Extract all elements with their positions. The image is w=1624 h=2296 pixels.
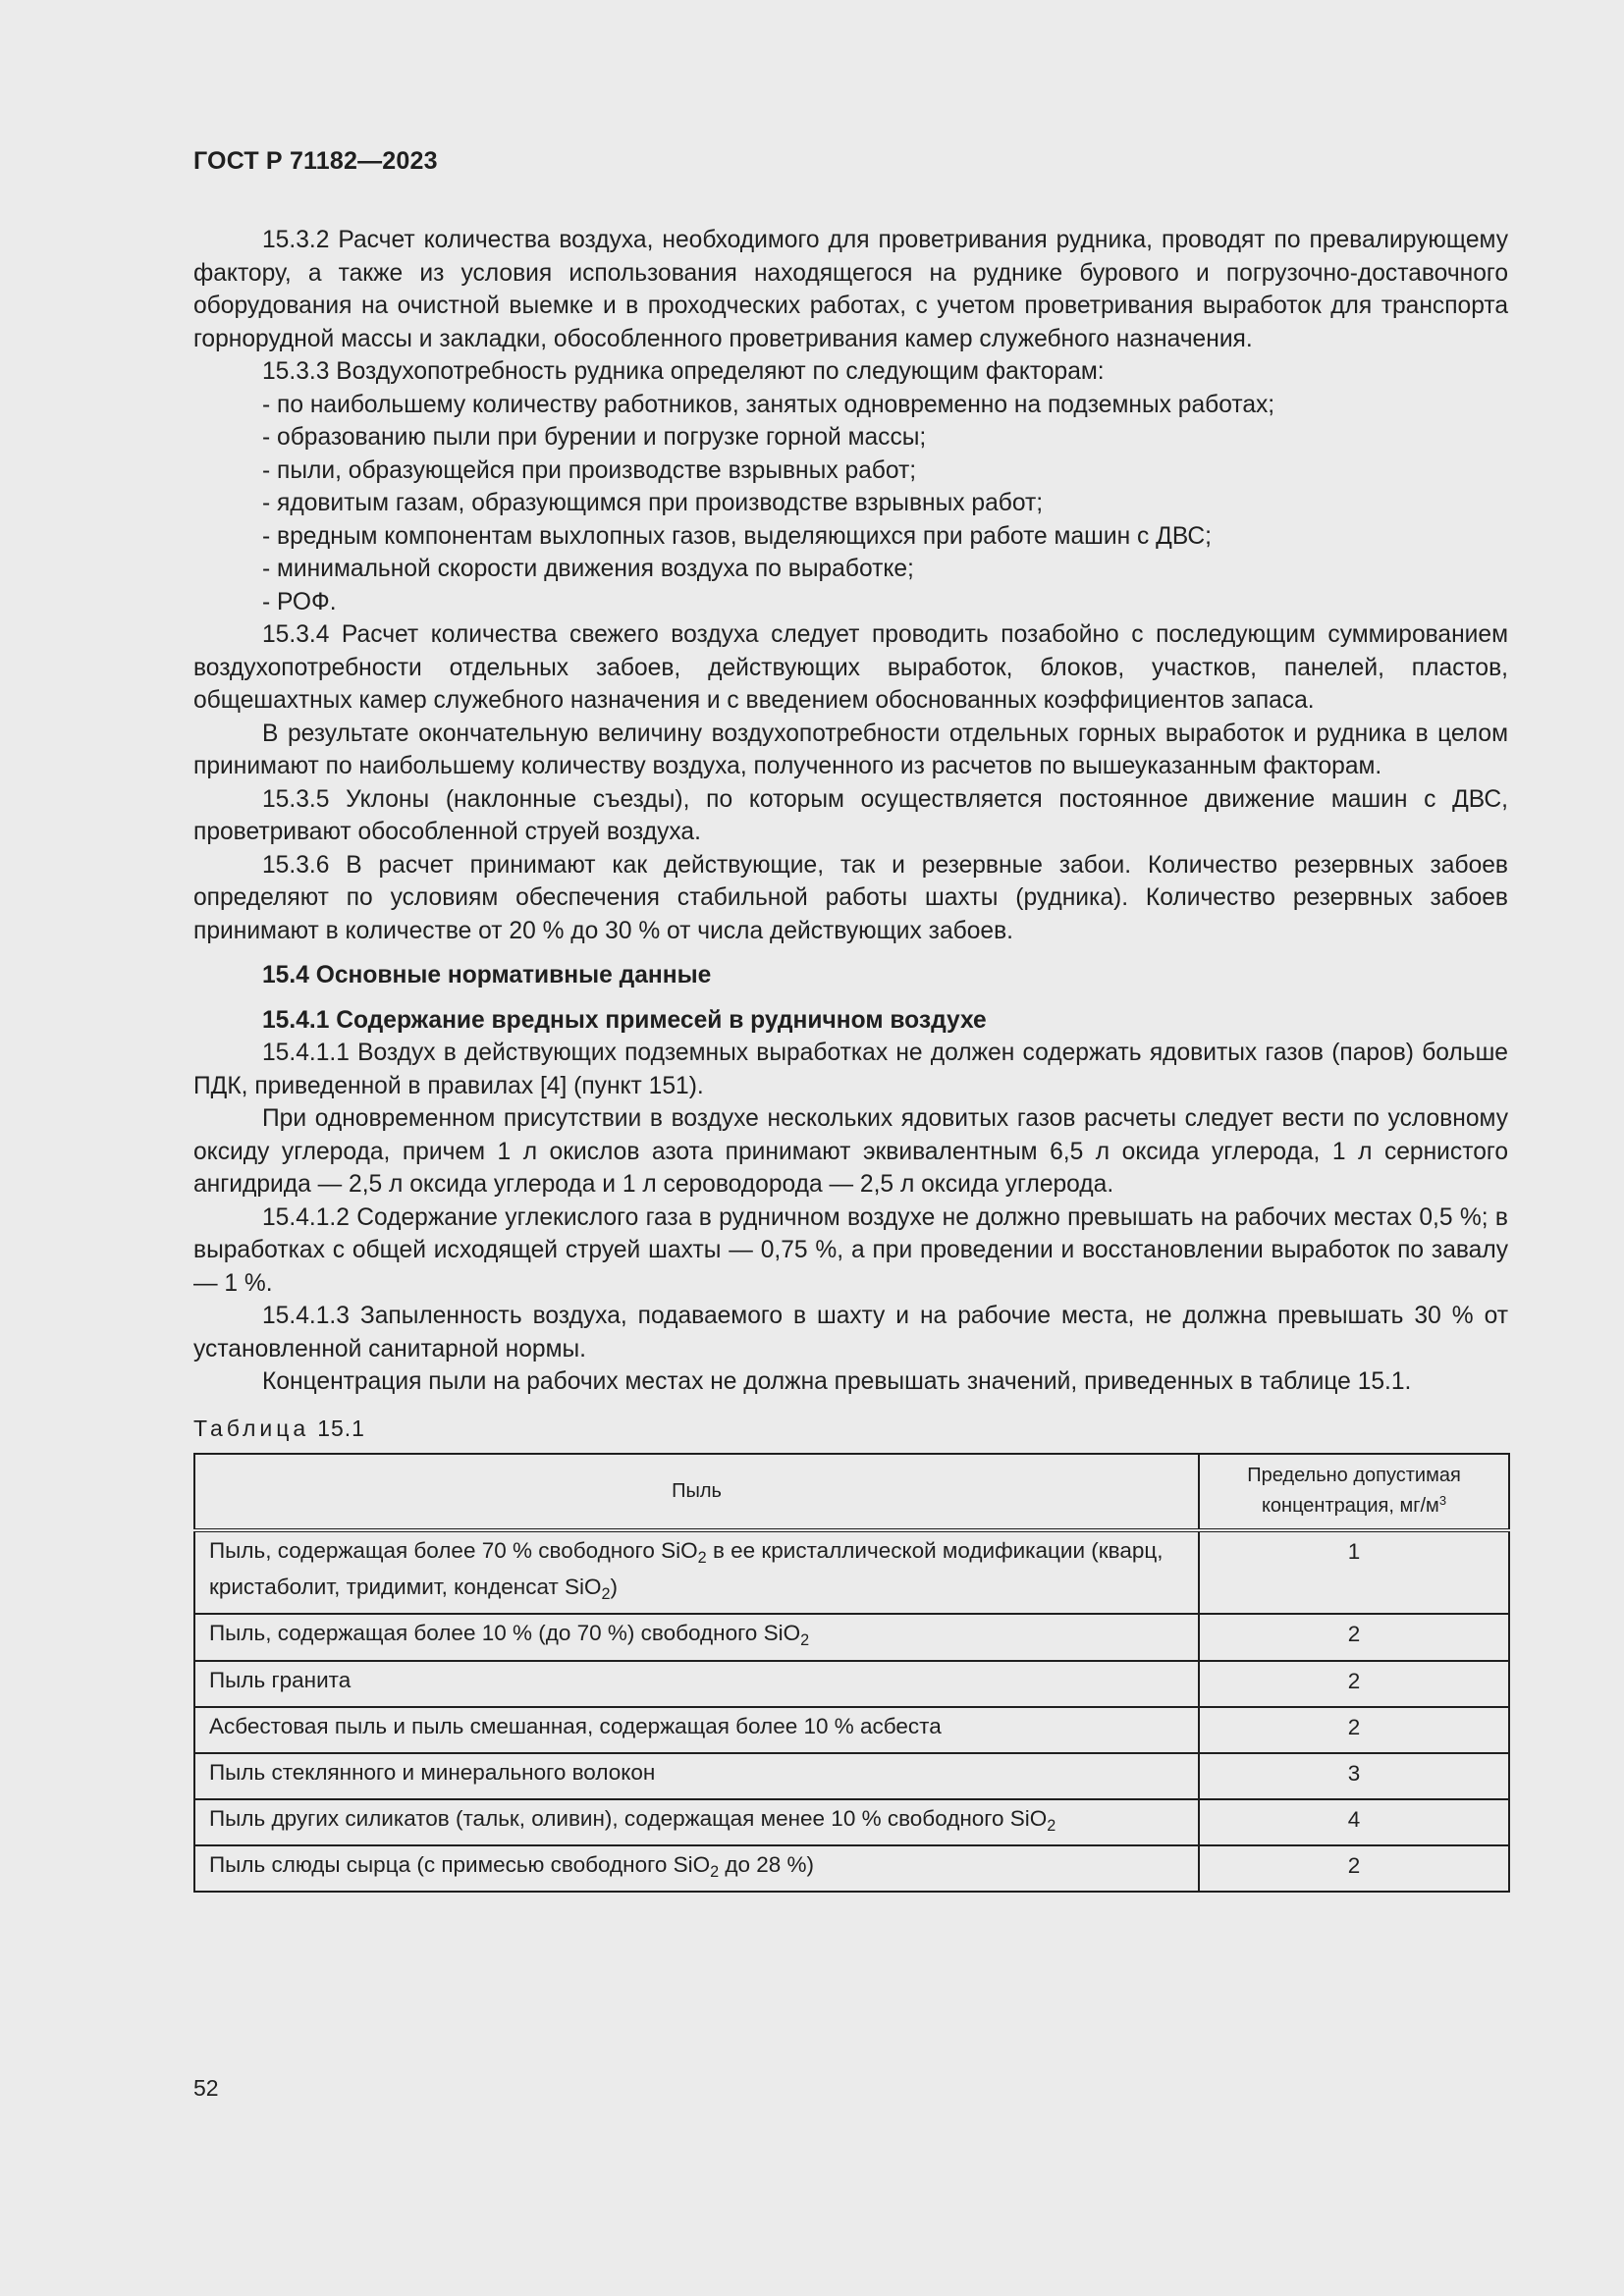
superscript: 3 <box>1438 1493 1447 1509</box>
table-cell-dust: Пыль других силикатов (тальк, оливин), содержащая менее 10 % свободного SiO$_2$ <box>194 1799 1199 1845</box>
table-cell-dust: Пыль, содержащая более 70 % свободного SiO$_2$ в ее кристаллической модификации (кварц, кристаболит, тридимит, конденсат SiO$_2$) <box>194 1530 1199 1614</box>
table-row <box>194 1753 1509 1799</box>
paragraph-concentration: Концентрация пыли на рабочих местах не должна превышать значений, приведенных в таблице 15.1. <box>262 1368 1412 1395</box>
body-text <box>193 224 1508 1893</box>
paragraph-simultaneous: При одновременном присутствии в воздухе нескольких ядовитых газов расчеты следует вести по условному оксиду углерода, причем 1 л окислов азота принимают эквивалентным 6,5 л оксида углерода, 1 л сернистого ангидрида — 2,5 л оксида углерода и 1 л сероводорода — 2,5 л оксида углерода. <box>193 1105 1508 1198</box>
list-item: - образованию пыли при бурении и погрузке горной массы; <box>262 424 927 451</box>
paragraph-15-4-1-1: 15.4.1.1 Воздух в действующих подземных выработках не должен содержать ядовитых газов (паров) больше ПДК, приведенной в правилах [4] (пункт 151). <box>193 1040 1508 1099</box>
table-row <box>194 1530 1509 1614</box>
table-row <box>194 1661 1509 1707</box>
table-cell-dust: Пыль, содержащая более 10 % (до 70 %) свободного SiO$_2$ <box>194 1614 1199 1660</box>
paragraph-15-4-1-2: 15.4.1.2 Содержание углекислого газа в рудничном воздухе не должно превышать на рабочих местах 0,5 %; в выработках с общей исходящей струей шахты — 0,75 %, а при проведении и восстановлении выработок по завалу — 1 %. <box>193 1203 1508 1297</box>
table-cell-value: 2 <box>1199 1707 1509 1753</box>
table-row <box>194 1614 1509 1660</box>
list-item: - минимальной скорости движения воздуха по выработке; <box>262 556 914 582</box>
table-cell-value: 3 <box>1199 1753 1509 1799</box>
list-item: - по наибольшему количеству работников, занятых одновременно на подземных работах; <box>262 391 1275 418</box>
page-number: 52 <box>193 2075 219 2101</box>
dust-limits-table <box>193 1453 1510 1893</box>
table-cell-dust: Асбестовая пыль и пыль смешанная, содержащая более 10 % асбеста <box>194 1707 1199 1753</box>
table-row <box>194 1799 1509 1845</box>
table-caption-word: Таблица <box>193 1415 310 1441</box>
paragraph-result: В результате окончательную величину воздухопотребности отдельных горных выработок и рудника в целом принимают по наибольшему количеству воздуха, полученного из расчетов по вышеуказанным факторам. <box>193 720 1508 779</box>
table-cell-value: 2 <box>1199 1845 1509 1892</box>
document-header: ГОСТ Р 71182—2023 <box>193 147 438 175</box>
list-item: - ядовитым газам, образующимся при производстве взрывных работ; <box>262 490 1044 516</box>
table-header-limit-line2: концентрация, мг/м <box>1261 1495 1439 1518</box>
list-item: - РОФ. <box>262 588 337 615</box>
list-item: - пыли, образующейся при производстве взрывных работ; <box>262 456 917 484</box>
paragraph-15-3-5: 15.3.5 Уклоны (наклонные съезды), по которым осуществляется постоянное движение машин с ДВС, проветривают обособленной струей воздуха. <box>193 785 1508 845</box>
table-header-limit-line1: Предельно допустимая <box>1247 1465 1461 1487</box>
table-row <box>194 1707 1509 1753</box>
table-cell-value: 1 <box>1199 1530 1509 1614</box>
paragraph-15-4-1-3: 15.4.1.3 Запыленность воздуха, подаваемого в шахту и на рабочие места, не должна превышать 30 % от установленной санитарной нормы. <box>193 1303 1508 1362</box>
table-caption-number: 15.1 <box>317 1415 365 1441</box>
list-item: - вредным компонентам выхлопных газов, выделяющихся при работе машин с ДВС; <box>262 522 1212 550</box>
paragraph-15-3-6: 15.3.6 В расчет принимают как действующие, так и резервные забои. Количество резервных забоев определяют по условиям обеспечения стабильной работы шахты (рудника). Количество резервных забоев принимают в количестве от 20 % до 30 % от числа действующих забоев. <box>193 851 1508 944</box>
table-header-row <box>194 1454 1509 1530</box>
section-heading-15-4-1: 15.4.1 Содержание вредных примесей в рудничном воздухе <box>262 1006 987 1034</box>
table-cell-value: 2 <box>1199 1614 1509 1660</box>
paragraph-15-3-3: 15.3.3 Воздухопотребность рудника определяют по следующим факторам: <box>262 358 1105 385</box>
table-caption <box>193 1413 1508 1446</box>
table-header-limit <box>1199 1454 1509 1530</box>
table-cell-value: 2 <box>1199 1661 1509 1707</box>
table-cell-dust: Пыль гранита <box>194 1661 1199 1707</box>
table-header-dust: Пыль <box>194 1454 1199 1530</box>
paragraph-15-3-4: 15.3.4 Расчет количества свежего воздуха следует проводить позабойно с последующим суммированием воздухопотребности отдельных забоев, действующих выработок, блоков, участков, панелей, пластов, общешахтных камер служебного назначения и с введением обоснованных коэффициентов запаса. <box>193 621 1508 714</box>
table-row <box>194 1845 1509 1892</box>
paragraph-15-3-2: 15.3.2 Расчет количества воздуха, необходимого для проветривания рудника, проводят по превалирующему фактору, а также из условия использования находящегося на руднике бурового и погрузочно-доставочного оборудования на очистной выемке и в проходческих работах, с учетом проветривания выработок для транспорта горнорудной массы и закладки, обособленного проветривания камер служебного назначения. <box>193 227 1508 352</box>
table-cell-dust: Пыль слюды сырца (с примесью свободного SiO$_2$ до 28 %) <box>194 1845 1199 1892</box>
table-cell-dust: Пыль стеклянного и минерального волокон <box>194 1753 1199 1799</box>
table-cell-value: 4 <box>1199 1799 1509 1845</box>
section-heading-15-4: 15.4 Основные нормативные данные <box>262 962 712 988</box>
